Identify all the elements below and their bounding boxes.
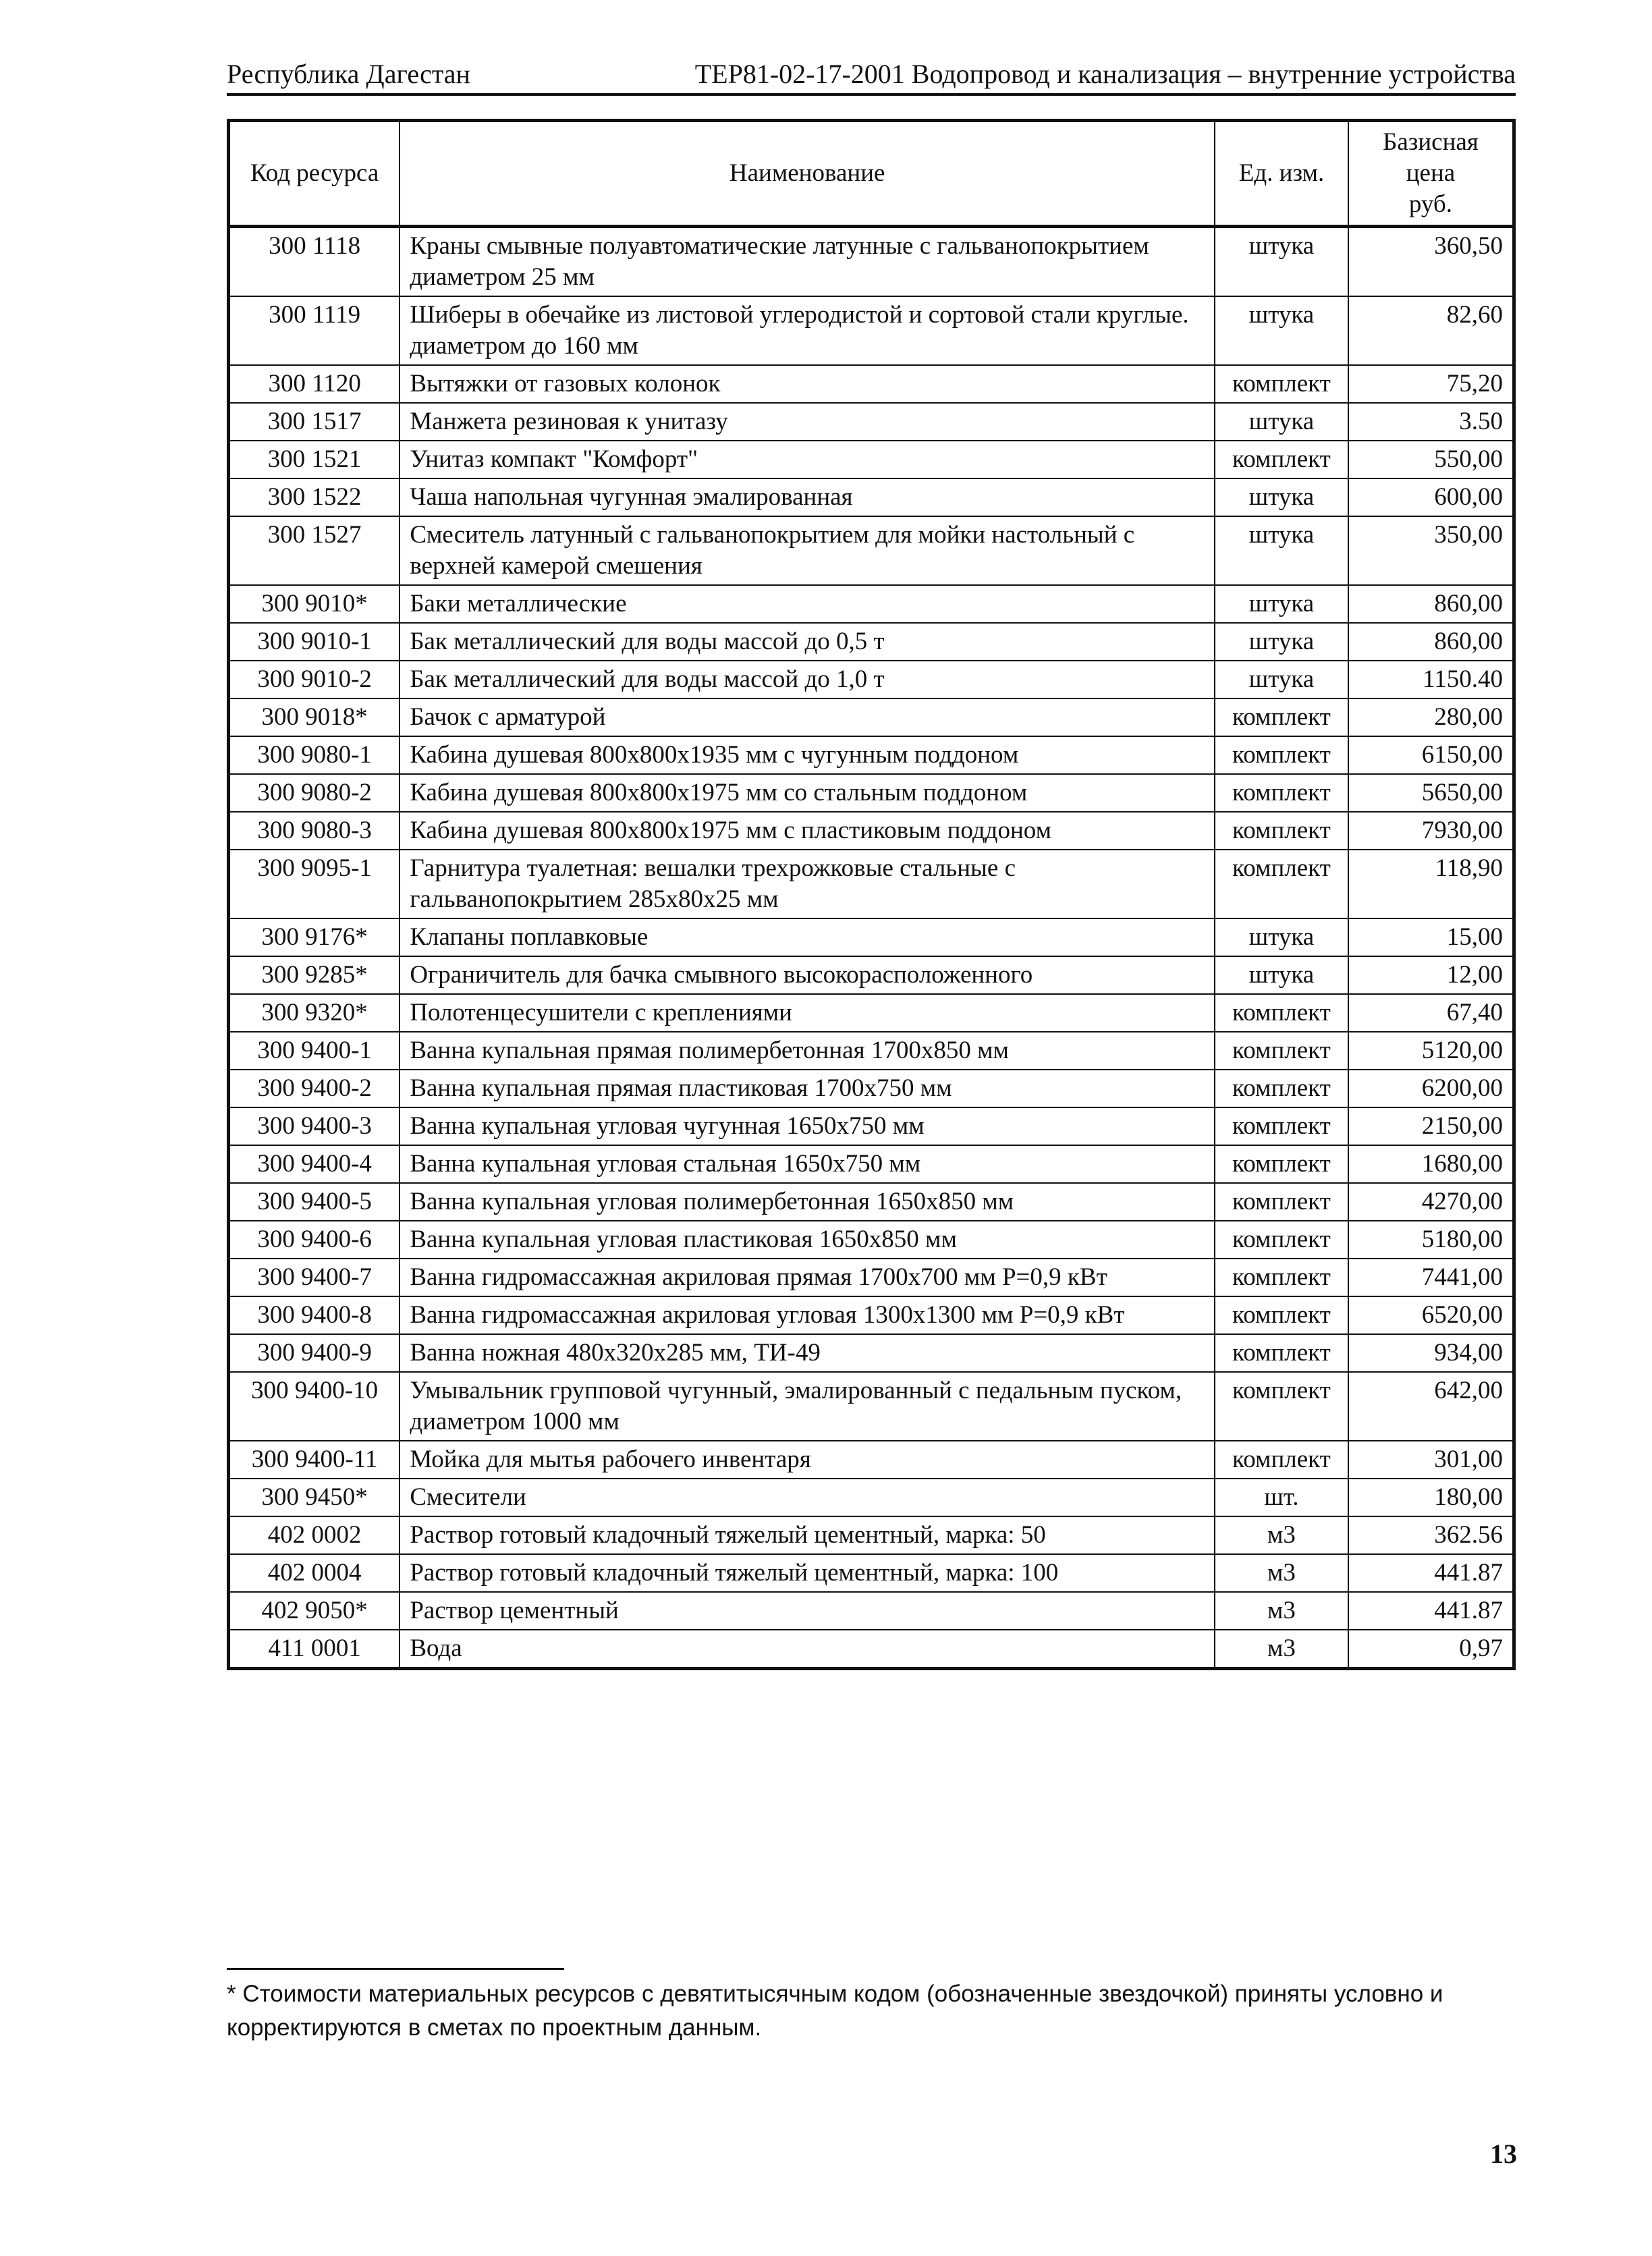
cell-price: 362.56 xyxy=(1348,1516,1514,1554)
table-row xyxy=(229,1070,1514,1107)
table-row xyxy=(229,516,1514,585)
cell-code: 402 0004 xyxy=(229,1554,400,1592)
cell-unit: комплект xyxy=(1215,994,1348,1032)
cell-code: 300 9400-3 xyxy=(229,1107,400,1145)
cell-code: 300 9400-5 xyxy=(229,1183,400,1221)
cell-unit: м3 xyxy=(1215,1630,1348,1669)
cell-name: Ванна купальная угловая стальная 1650x750 мм xyxy=(400,1145,1215,1183)
table-row xyxy=(229,661,1514,698)
cell-price: 118,90 xyxy=(1348,850,1514,918)
table-row xyxy=(229,736,1514,774)
cell-name: Краны смывные полуавтоматические латунные с гальванопокрытием диаметром 25 мм xyxy=(400,227,1215,297)
cell-price: 301,00 xyxy=(1348,1441,1514,1479)
cell-unit: комплект xyxy=(1215,1221,1348,1259)
cell-unit: комплект xyxy=(1215,1372,1348,1441)
cell-code: 300 9010-1 xyxy=(229,623,400,661)
cell-code: 300 9010-2 xyxy=(229,661,400,698)
cell-name: Смесители xyxy=(400,1479,1215,1516)
cell-unit: штука xyxy=(1215,623,1348,661)
cell-unit: штука xyxy=(1215,956,1348,994)
footnote: * Стоимости материальных ресурсов с девятитысячным кодом (обозначенные звездочкой) приняты условно и корректируются в сметах по проектным данным. xyxy=(227,1981,1443,2041)
cell-price: 1680,00 xyxy=(1348,1145,1514,1183)
cell-price: 5650,00 xyxy=(1348,774,1514,812)
table-row xyxy=(229,918,1514,956)
cell-name: Ванна купальная прямая пластиковая 1700x750 мм xyxy=(400,1070,1215,1107)
column-header-price-line2: руб. xyxy=(1408,190,1452,218)
table-row xyxy=(229,774,1514,812)
cell-unit: комплект xyxy=(1215,1032,1348,1070)
cell-price: 4270,00 xyxy=(1348,1183,1514,1221)
cell-price: 67,40 xyxy=(1348,994,1514,1032)
cell-code: 411 0001 xyxy=(229,1630,400,1669)
cell-price: 6200,00 xyxy=(1348,1070,1514,1107)
table-row xyxy=(229,1630,1514,1669)
cell-price: 360,50 xyxy=(1348,227,1514,297)
cell-price: 441.87 xyxy=(1348,1554,1514,1592)
table-row xyxy=(229,1296,1514,1334)
cell-code: 300 9400-10 xyxy=(229,1372,400,1441)
cell-unit: комплект xyxy=(1215,1070,1348,1107)
cell-name: Умывальник групповой чугунный, эмалированный с педальным пуском, диаметром 1000 мм xyxy=(400,1372,1215,1441)
footnote-divider xyxy=(227,1968,564,1970)
cell-name: Ванна купальная угловая пластиковая 1650x850 мм xyxy=(400,1221,1215,1259)
column-header-unit: Ед. изм. xyxy=(1215,121,1348,227)
table-row xyxy=(229,956,1514,994)
cell-price: 350,00 xyxy=(1348,516,1514,585)
table-row xyxy=(229,1441,1514,1479)
cell-code: 300 9400-8 xyxy=(229,1296,400,1334)
cell-code: 300 9018* xyxy=(229,698,400,736)
cell-unit: комплект xyxy=(1215,1145,1348,1183)
table-body xyxy=(229,227,1514,1669)
cell-unit: комплект xyxy=(1215,812,1348,850)
table-row xyxy=(229,1183,1514,1221)
cell-name: Раствор готовый кладочный тяжелый цементный, марка: 100 xyxy=(400,1554,1215,1592)
cell-code: 300 1521 xyxy=(229,441,400,478)
cell-unit: штука xyxy=(1215,585,1348,623)
cell-unit: комплект xyxy=(1215,736,1348,774)
cell-price: 280,00 xyxy=(1348,698,1514,736)
cell-price: 180,00 xyxy=(1348,1479,1514,1516)
cell-name: Полотенцесушители с креплениями xyxy=(400,994,1215,1032)
cell-code: 300 1119 xyxy=(229,296,400,365)
cell-price: 3.50 xyxy=(1348,403,1514,441)
cell-name: Ванна купальная угловая чугунная 1650x750 мм xyxy=(400,1107,1215,1145)
table-row xyxy=(229,623,1514,661)
cell-unit: штука xyxy=(1215,516,1348,585)
cell-price: 550,00 xyxy=(1348,441,1514,478)
cell-price: 7930,00 xyxy=(1348,812,1514,850)
cell-price: 860,00 xyxy=(1348,585,1514,623)
cell-name: Ограничитель для бачка смывного высокорасположенного xyxy=(400,956,1215,994)
table-row xyxy=(229,441,1514,478)
cell-name: Ванна ножная 480x320x285 мм, ТИ-49 xyxy=(400,1334,1215,1372)
cell-unit: штука xyxy=(1215,403,1348,441)
cell-code: 300 9450* xyxy=(229,1479,400,1516)
cell-unit: м3 xyxy=(1215,1592,1348,1630)
header-region: Республика Дагестан xyxy=(227,59,470,89)
cell-name: Ванна гидромассажная акриловая прямая 1700x700 мм P=0,9 кВт xyxy=(400,1259,1215,1296)
cell-name: Ванна купальная прямая полимербетонная 1700x850 мм xyxy=(400,1032,1215,1070)
cell-code: 300 9320* xyxy=(229,994,400,1032)
cell-unit: штука xyxy=(1215,661,1348,698)
cell-code: 300 9285* xyxy=(229,956,400,994)
cell-unit: комплект xyxy=(1215,1334,1348,1372)
cell-price: 860,00 xyxy=(1348,623,1514,661)
cell-name: Бак металлический для воды массой до 0,5 т xyxy=(400,623,1215,661)
cell-name: Шиберы в обечайке из листовой углеродистой и сортовой стали круглые. диаметром до 160 мм xyxy=(400,296,1215,365)
cell-price: 12,00 xyxy=(1348,956,1514,994)
column-header-code: Код ресурса xyxy=(229,121,400,227)
cell-code: 300 9400-11 xyxy=(229,1441,400,1479)
cell-unit: комплект xyxy=(1215,1259,1348,1296)
cell-name: Манжета резиновая к унитазу xyxy=(400,403,1215,441)
cell-name: Вытяжки от газовых колонок xyxy=(400,365,1215,403)
cell-code: 300 1522 xyxy=(229,478,400,516)
cell-price: 441.87 xyxy=(1348,1592,1514,1630)
cell-unit: комплект xyxy=(1215,850,1348,918)
table-row xyxy=(229,296,1514,365)
cell-price: 6150,00 xyxy=(1348,736,1514,774)
cell-price: 5120,00 xyxy=(1348,1032,1514,1070)
cell-name: Унитаз компакт "Комфорт" xyxy=(400,441,1215,478)
table-row xyxy=(229,812,1514,850)
table-row xyxy=(229,365,1514,403)
cell-code: 300 9400-2 xyxy=(229,1070,400,1107)
header-document-title: ТЕР81-02-17-2001 Водопровод и канализация – внутренние устройства xyxy=(694,59,1516,89)
table-row xyxy=(229,227,1514,297)
cell-unit: комплект xyxy=(1215,1296,1348,1334)
cell-code: 300 9400-9 xyxy=(229,1334,400,1372)
cell-name: Вода xyxy=(400,1630,1215,1669)
cell-unit: комплект xyxy=(1215,1183,1348,1221)
table-row xyxy=(229,1032,1514,1070)
cell-code: 300 9400-1 xyxy=(229,1032,400,1070)
cell-price: 2150,00 xyxy=(1348,1107,1514,1145)
cell-unit: комплект xyxy=(1215,774,1348,812)
cell-name: Ванна гидромассажная акриловая угловая 1300x1300 мм P=0,9 кВт xyxy=(400,1296,1215,1334)
cell-name: Мойка для мытья рабочего инвентаря xyxy=(400,1441,1215,1479)
cell-price: 15,00 xyxy=(1348,918,1514,956)
cell-code: 300 9080-1 xyxy=(229,736,400,774)
resource-price-table xyxy=(227,119,1516,1670)
table-row xyxy=(229,1259,1514,1296)
table-row xyxy=(229,1372,1514,1441)
table-row xyxy=(229,1479,1514,1516)
cell-unit: штука xyxy=(1215,227,1348,297)
cell-code: 300 9176* xyxy=(229,918,400,956)
cell-name: Чаша напольная чугунная эмалированная xyxy=(400,478,1215,516)
cell-unit: комплект xyxy=(1215,441,1348,478)
cell-name: Ванна купальная угловая полимербетонная 1650x850 мм xyxy=(400,1183,1215,1221)
cell-name: Бачок с арматурой xyxy=(400,698,1215,736)
cell-code: 300 9400-7 xyxy=(229,1259,400,1296)
cell-name: Кабина душевая 800x800x1975 мм со стальным поддоном xyxy=(400,774,1215,812)
table-row xyxy=(229,994,1514,1032)
cell-code: 300 9010* xyxy=(229,585,400,623)
cell-unit: комплект xyxy=(1215,365,1348,403)
cell-unit: штука xyxy=(1215,918,1348,956)
cell-code: 300 9080-3 xyxy=(229,812,400,850)
cell-unit: штука xyxy=(1215,296,1348,365)
cell-name: Клапаны поплавковые xyxy=(400,918,1215,956)
cell-code: 300 9400-4 xyxy=(229,1145,400,1183)
cell-code: 300 9095-1 xyxy=(229,850,400,918)
column-header-name: Наименование xyxy=(400,121,1215,227)
cell-price: 600,00 xyxy=(1348,478,1514,516)
cell-unit: комплект xyxy=(1215,1107,1348,1145)
table-row xyxy=(229,1554,1514,1592)
cell-name: Смеситель латунный с гальванопокрытием для мойки настольный с верхней камерой смешения xyxy=(400,516,1215,585)
cell-price: 82,60 xyxy=(1348,296,1514,365)
table-row xyxy=(229,1107,1514,1145)
table-row xyxy=(229,850,1514,918)
cell-name: Бак металлический для воды массой до 1,0 т xyxy=(400,661,1215,698)
cell-price: 7441,00 xyxy=(1348,1259,1514,1296)
cell-price: 1150.40 xyxy=(1348,661,1514,698)
table-row xyxy=(229,698,1514,736)
cell-unit: м3 xyxy=(1215,1554,1348,1592)
cell-name: Баки металлические xyxy=(400,585,1215,623)
table-row xyxy=(229,585,1514,623)
cell-code: 300 1120 xyxy=(229,365,400,403)
cell-name: Гарнитура туалетная: вешалки трехрожковые стальные с гальванопокрытием 285x80x25 мм xyxy=(400,850,1215,918)
cell-price: 5180,00 xyxy=(1348,1221,1514,1259)
table-header-row xyxy=(229,121,1514,227)
table-row xyxy=(229,478,1514,516)
cell-unit: штука xyxy=(1215,478,1348,516)
cell-price: 6520,00 xyxy=(1348,1296,1514,1334)
table-row xyxy=(229,1334,1514,1372)
table-row xyxy=(229,1592,1514,1630)
cell-name: Кабина душевая 800x800x1935 мм с чугунным поддоном xyxy=(400,736,1215,774)
cell-code: 300 1517 xyxy=(229,403,400,441)
column-header-price-line1: Базисная цена xyxy=(1383,128,1479,187)
table-row xyxy=(229,1145,1514,1183)
column-header-price xyxy=(1348,121,1514,227)
page-header xyxy=(227,53,1516,96)
cell-name: Кабина душевая 800x800x1975 мм с пластиковым поддоном xyxy=(400,812,1215,850)
table-row xyxy=(229,1221,1514,1259)
table-row xyxy=(229,1516,1514,1554)
cell-price: 934,00 xyxy=(1348,1334,1514,1372)
cell-code: 300 9080-2 xyxy=(229,774,400,812)
cell-unit: комплект xyxy=(1215,1441,1348,1479)
cell-code: 300 9400-6 xyxy=(229,1221,400,1259)
page-number: 13 xyxy=(1490,2139,1517,2169)
cell-name: Раствор готовый кладочный тяжелый цементный, марка: 50 xyxy=(400,1516,1215,1554)
table-row xyxy=(229,403,1514,441)
cell-unit: комплект xyxy=(1215,698,1348,736)
cell-price: 642,00 xyxy=(1348,1372,1514,1441)
cell-price: 0,97 xyxy=(1348,1630,1514,1669)
cell-code: 402 0002 xyxy=(229,1516,400,1554)
cell-code: 300 1118 xyxy=(229,227,400,297)
cell-price: 75,20 xyxy=(1348,365,1514,403)
cell-code: 300 1527 xyxy=(229,516,400,585)
cell-name: Раствор цементный xyxy=(400,1592,1215,1630)
cell-unit: шт. xyxy=(1215,1479,1348,1516)
cell-code: 402 9050* xyxy=(229,1592,400,1630)
cell-unit: м3 xyxy=(1215,1516,1348,1554)
